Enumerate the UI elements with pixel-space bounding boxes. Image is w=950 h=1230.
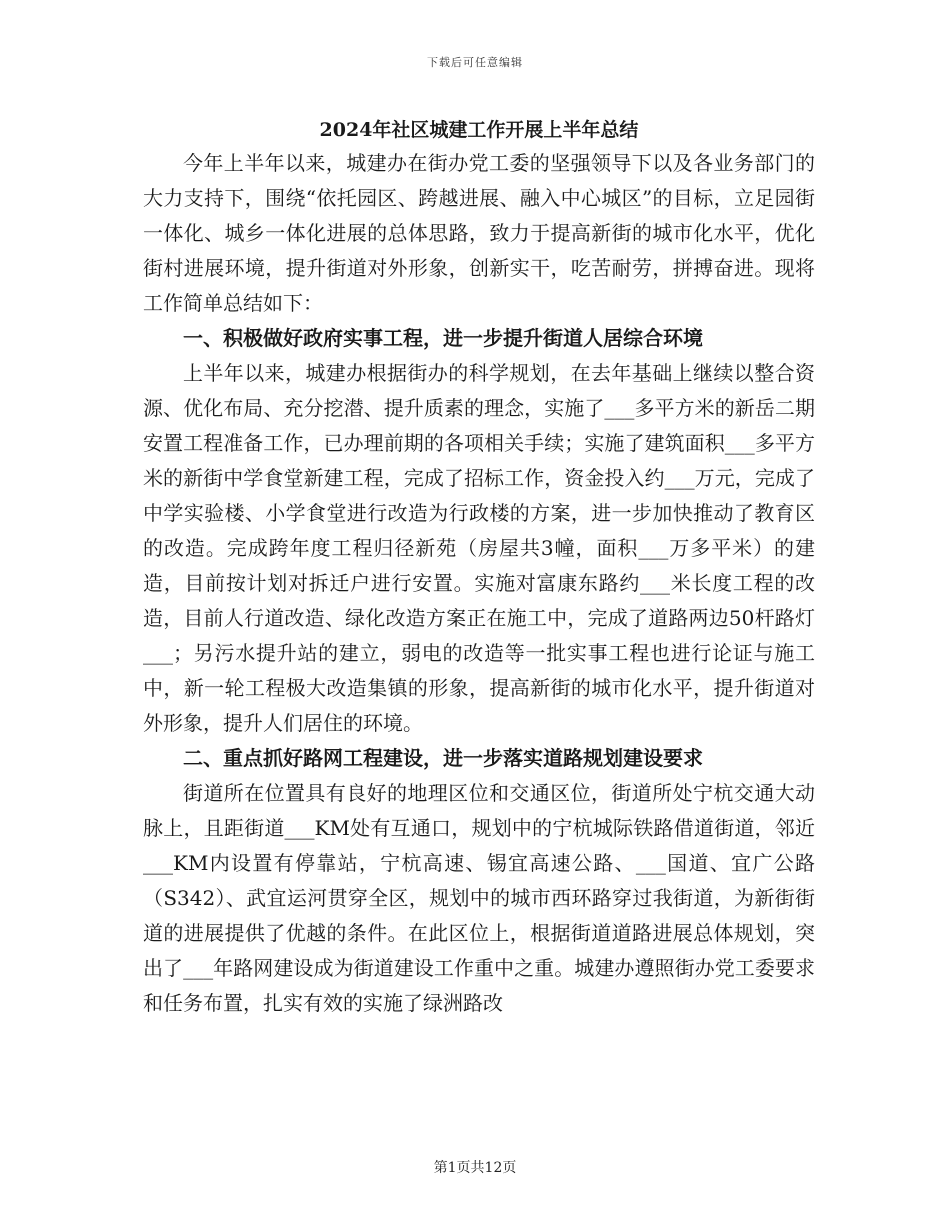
- section-1-heading: 一、积极做好政府实事工程，进一步提升街道人居综合环境: [183, 326, 703, 350]
- section-1-paragraph: 上半年以来，城建办根据街办的科学规划，在去年基础上继续以整合资源、优化布局、充分挖潜、提升质素的理念，实施了___多平方米的新岳二期安置工程准备工作，已办理前期的各项相关手续；实施了建筑面积___多平方米的新街中学食堂新建工程，完成了招标工作，资金投入约___万元，完成了中学实验楼、小学食堂进行改造为行政楼的方案，进一步加快推动了教育区的改造。完成跨年度工程归径新苑（房屋共3幢，面积___万多平米）的建造，目前按计划对拆迁户进行安置。实施对富康东路约___米长度工程的改造，目前人行道改造、绿化改造方案正在施工中，完成了道路两边50杆路灯___；另污水提升站的建立，弱电的改造等一批实事工程也进行论证与施工中，新一轮工程极大改造集镇的形象，提高新街的城市化水平，提升街道对外形象，提升人们居住的环境。: [143, 361, 815, 735]
- page-footer: 第1页共12页: [433, 1160, 517, 1176]
- page-header: 下载后可任意编辑: [427, 56, 523, 69]
- document-body: [143, 114, 815, 1021]
- document-title: 2024年社区城建工作开展上半年总结: [319, 119, 639, 141]
- section-2-heading: 二、重点抓好路网工程建设，进一步落实道路规划建设要求: [183, 746, 703, 770]
- section-2-paragraph: 街道所在位置具有良好的地理区位和交通区位，街道所处宁杭交通大动脉上，且距街道___KM处有互通口，规划中的宁杭城际铁路借道街道，邻近___KM内设置有停靠站，宁杭高速、锡宜高速公路、___国道、宜广公路（S342）、武宜运河贯穿全区，规划中的城市西环路穿过我街道，为新街街道的进展提供了优越的条件。在此区位上，根据街道道路进展总体规划，突出了___年路网建设成为街道建设工作重中之重。城建办遵照街办党工委要求和任务布置，扎实有效的实施了绿洲路改: [143, 781, 815, 1015]
- intro-paragraph: 今年上半年以来，城建办在街办党工委的坚强领导下以及各业务部门的大力支持下，围绕“依托园区、跨越进展、融入中心城区”的目标，立足园街一体化、城乡一体化进展的总体思路，致力于提高新街的城市化水平，优化街村进展环境，提升街道对外形象，创新实干，吃苦耐劳，拼搏奋进。现将工作简单总结如下：: [143, 151, 815, 315]
